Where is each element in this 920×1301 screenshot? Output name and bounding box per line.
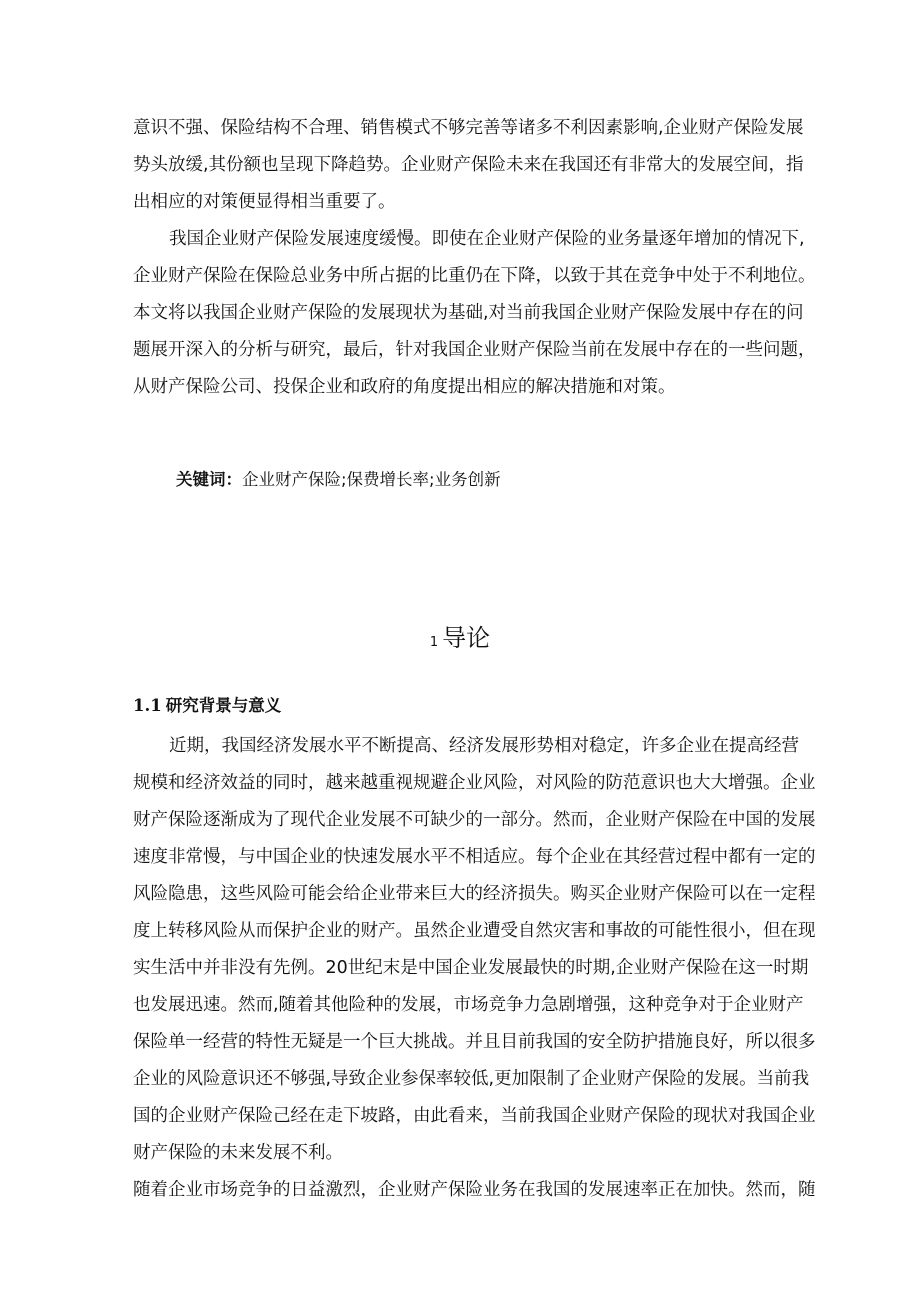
text-line: 从财产保险公司、投保企业和政府的角度提出相应的解决措施和对策。 bbox=[133, 377, 676, 397]
text-line: 保险单一经营的特性无疑是一个巨大挑战。并且目前我国的安全防护措施良好，所以很多 bbox=[133, 1032, 816, 1052]
text-line: 势头放缓,其份额也呈现下降趋势。企业财产保险未来在我国还有非常大的发展空间，指 bbox=[133, 155, 804, 175]
text-line: 本文将以我国企业财产保险的发展现状为基础,对当前我国企业财产保险发展中存在的问 bbox=[133, 303, 804, 323]
keywords-label: 关键词： bbox=[176, 470, 242, 489]
keywords-value: 企业财产保险;保费增长率;业务创新 bbox=[242, 470, 501, 489]
text-line: 国的企业财产保险己经在走下坡路，由此看来，当前我国企业财产保险的现状对我国企业 bbox=[133, 1106, 816, 1126]
text-line: 实生活中并非没有先例。20世纪末是中国企业发展最快的时期,企业财产保险在这一时期 bbox=[133, 958, 809, 978]
text-line: 出相应的对策便显得相当重要了。 bbox=[133, 192, 396, 212]
chapter-number: 1 bbox=[429, 635, 439, 650]
text-line: 风险隐患，这些风险可能会给企业带来巨大的经济损失。购买企业财产保险可以在一定程 bbox=[133, 884, 816, 904]
section-heading bbox=[133, 694, 281, 718]
text-line: 速度非常慢，与中国企业的快速发展水平不相适应。每个企业在其经营过程中都有一定的 bbox=[133, 847, 816, 867]
text-line: 度上转移风险从而保护企业的财产。虽然企业遭受自然灾害和事故的可能性很小，但在现 bbox=[133, 921, 816, 941]
text-line: 近期，我国经济发展水平不断提高、经济发展形势相对稳定，许多企业在提高经营 bbox=[169, 736, 799, 756]
section-title: 研究背景与意义 bbox=[165, 696, 282, 715]
text-line: 财产保险逐渐成为了现代企业发展不可缺少的一部分。然而，企业财产保险在中国的发展 bbox=[133, 810, 816, 830]
chapter-title: 导论 bbox=[442, 624, 491, 652]
body-paragraph-2 bbox=[133, 1172, 816, 1209]
text-line: 我国企业财产保险发展速度缓慢。即使在企业财产保险的业务量逐年增加的情况下, bbox=[169, 229, 805, 249]
body-paragraph-1 bbox=[133, 728, 816, 1172]
intro-paragraph-2 bbox=[133, 221, 816, 406]
section-number: 1.1 bbox=[133, 696, 162, 715]
text-line: 题展开深入的分析与研究，最后，针对我国企业财产保险当前在发展中存在的一些问题， bbox=[133, 340, 816, 360]
text-line: 意识不强、保险结构不合理、销售模式不够完善等诸多不利因素影响,企业财产保险发展 bbox=[133, 118, 804, 138]
text-line: 财产保险的未来发展不利。 bbox=[133, 1143, 343, 1163]
intro-paragraph-1 bbox=[133, 110, 804, 221]
text-line: 企业的风险意识还不够强,导致企业参保率较低,更加限制了企业财产保险的发展。当前我 bbox=[133, 1069, 810, 1089]
chapter-heading bbox=[0, 618, 920, 653]
text-line: 规模和经济效益的同时，越来越重视规避企业风险，对风险的防范意识也大大增强。企业 bbox=[133, 773, 816, 793]
text-line: 也发展迅速。然而,随着其他险种的发展，市场竞争力急剧增强，这种竞争对于企业财产 bbox=[133, 995, 804, 1015]
keywords-line bbox=[176, 467, 501, 493]
text-line: 随着企业市场竞争的日益激烈，企业财产保险业务在我国的发展速率正在加快。然而，随 bbox=[133, 1180, 816, 1200]
text-line: 企业财产保险在保险总业务中所占据的比重仍在下降，以致于其在竞争中处于不利地位。 bbox=[133, 266, 816, 286]
